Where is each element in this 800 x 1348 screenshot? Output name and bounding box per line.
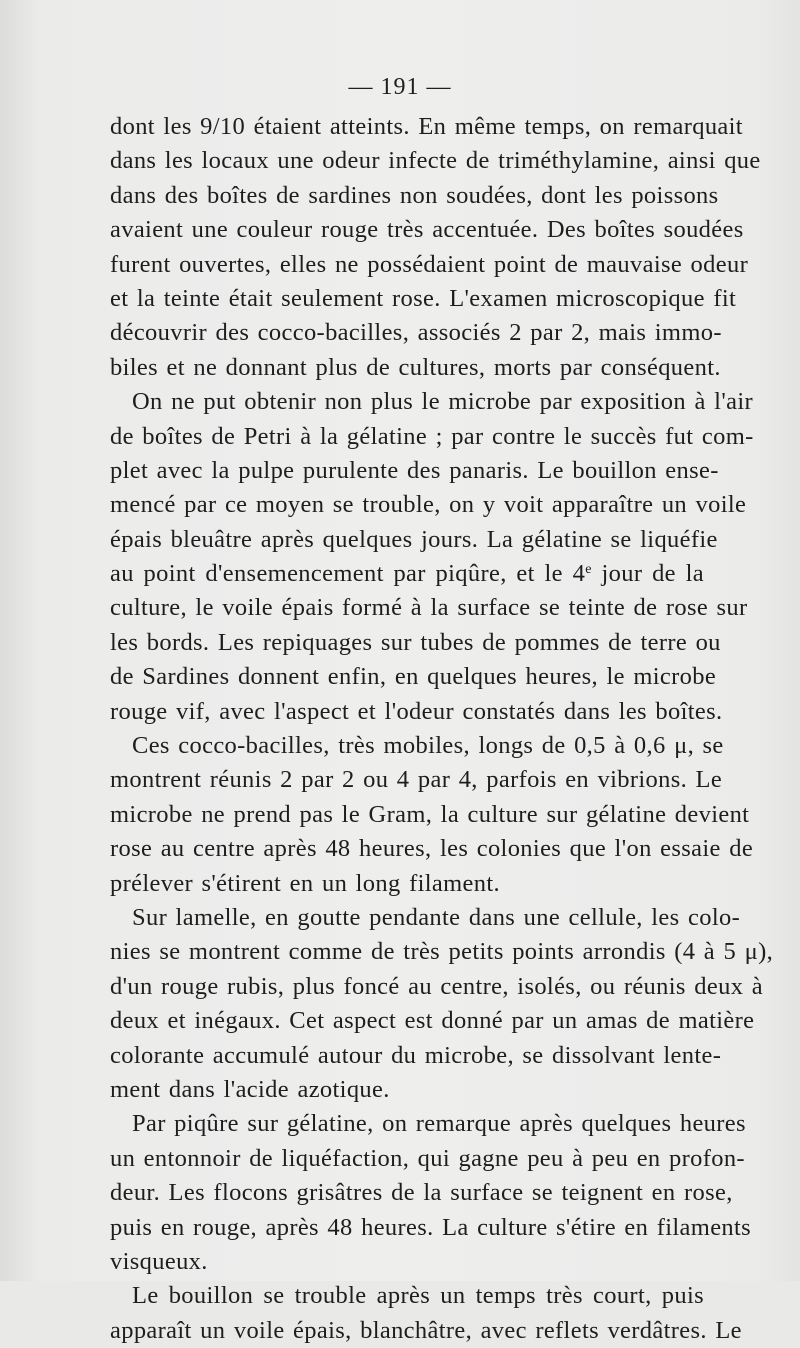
text-line: épais bleuâtre après quelques jours. La gélatine se liquéfie [110, 525, 718, 553]
text-line: Sur lamelle, en goutte pendante dans une cellule, les colo- [132, 903, 741, 931]
text-line: deux et inégaux. Cet aspect est donné par un amas de matière [110, 1007, 755, 1035]
page-number: — 191 — [348, 74, 452, 100]
text-line: découvrir des cocco-bacilles, associés 2 par 2, mais immo- [110, 319, 722, 347]
text-line: mencé par ce moyen se trouble, on y voit apparaître un voile [110, 491, 747, 519]
text-line: dans les locaux une odeur infecte de triméthylamine, ainsi que [110, 147, 761, 175]
text-line: rouge vif, avec l'aspect et l'odeur constatés dans les boîtes. [110, 697, 723, 725]
text-line: dont les 9/10 étaient atteints. En même temps, on remarquait [110, 113, 743, 140]
text-line: Le bouillon se trouble après un temps très court, puis [132, 1282, 704, 1310]
text-line: montrent réunis 2 par 2 ou 4 par 4, parfois en vibrions. Le [110, 766, 723, 794]
text-line: et la teinte était seulement rose. L'examen microscopique fit [110, 284, 737, 312]
text-line: colorante accumulé autour du microbe, se dissolvant lente- [110, 1041, 722, 1069]
text-line: d'un rouge rubis, plus foncé au centre, isolés, ou réunis deux à [110, 972, 763, 1000]
text-line: rose au centre après 48 heures, les colonies que l'on essaie de [110, 835, 754, 863]
text-line: On ne put obtenir non plus le microbe par exposition à l'air [132, 388, 753, 416]
text-line: biles et ne donnant plus de cultures, morts par conséquent. [110, 353, 721, 381]
text-line: dans des boîtes de sardines non soudées, dont les poissons [110, 181, 719, 209]
text-line: au point d'ensemencement par piqûre, et le 4e jour de la [110, 560, 704, 588]
text-line: furent ouvertes, elles ne possédaient point de mauvaise odeur [110, 250, 749, 278]
text-line: deur. Les flocons grisâtres de la surface se teignent en rose, [110, 1179, 733, 1207]
body-text [110, 110, 774, 1348]
text-line: Par piqûre sur gélatine, on remarque après quelques heures [132, 1110, 746, 1138]
text-line: les bords. Les repiquages sur tubes de pommes de terre ou [110, 628, 721, 656]
text-line: visqueux. [110, 1247, 208, 1275]
text-line: prélever s'étirent en un long filament. [110, 869, 500, 897]
text-line: avaient une couleur rouge très accentuée. Des boîtes soudées [110, 216, 744, 244]
text-line: Ces cocco-bacilles, très mobiles, longs de 0,5 à 0,6 μ, se [132, 732, 724, 760]
text-line: de Sardines donnent enfin, en quelques heures, le microbe [110, 663, 717, 691]
text-line: nies se montrent comme de très petits points arrondis (4 à 5 μ), [110, 938, 774, 966]
text-line: microbe ne prend pas le Gram, la culture sur gélatine devient [110, 800, 750, 828]
text-line: de boîtes de Petri à la gélatine ; par contre le succès fut com- [110, 422, 754, 450]
text-line: culture, le voile épais formé à la surface se teinte de rose sur [110, 594, 748, 622]
text-line: plet avec la pulpe purulente des panaris. Le bouillon ense- [110, 456, 719, 484]
text-line: un entonnoir de liquéfaction, qui gagne peu à peu en profon- [110, 1144, 745, 1172]
text-line: apparaît un voile épais, blanchâtre, avec reflets verdâtres. Le [110, 1316, 742, 1344]
text-line: puis en rouge, après 48 heures. La culture s'étire en filaments [110, 1213, 752, 1241]
text-line: ment dans l'acide azotique. [110, 1075, 390, 1103]
